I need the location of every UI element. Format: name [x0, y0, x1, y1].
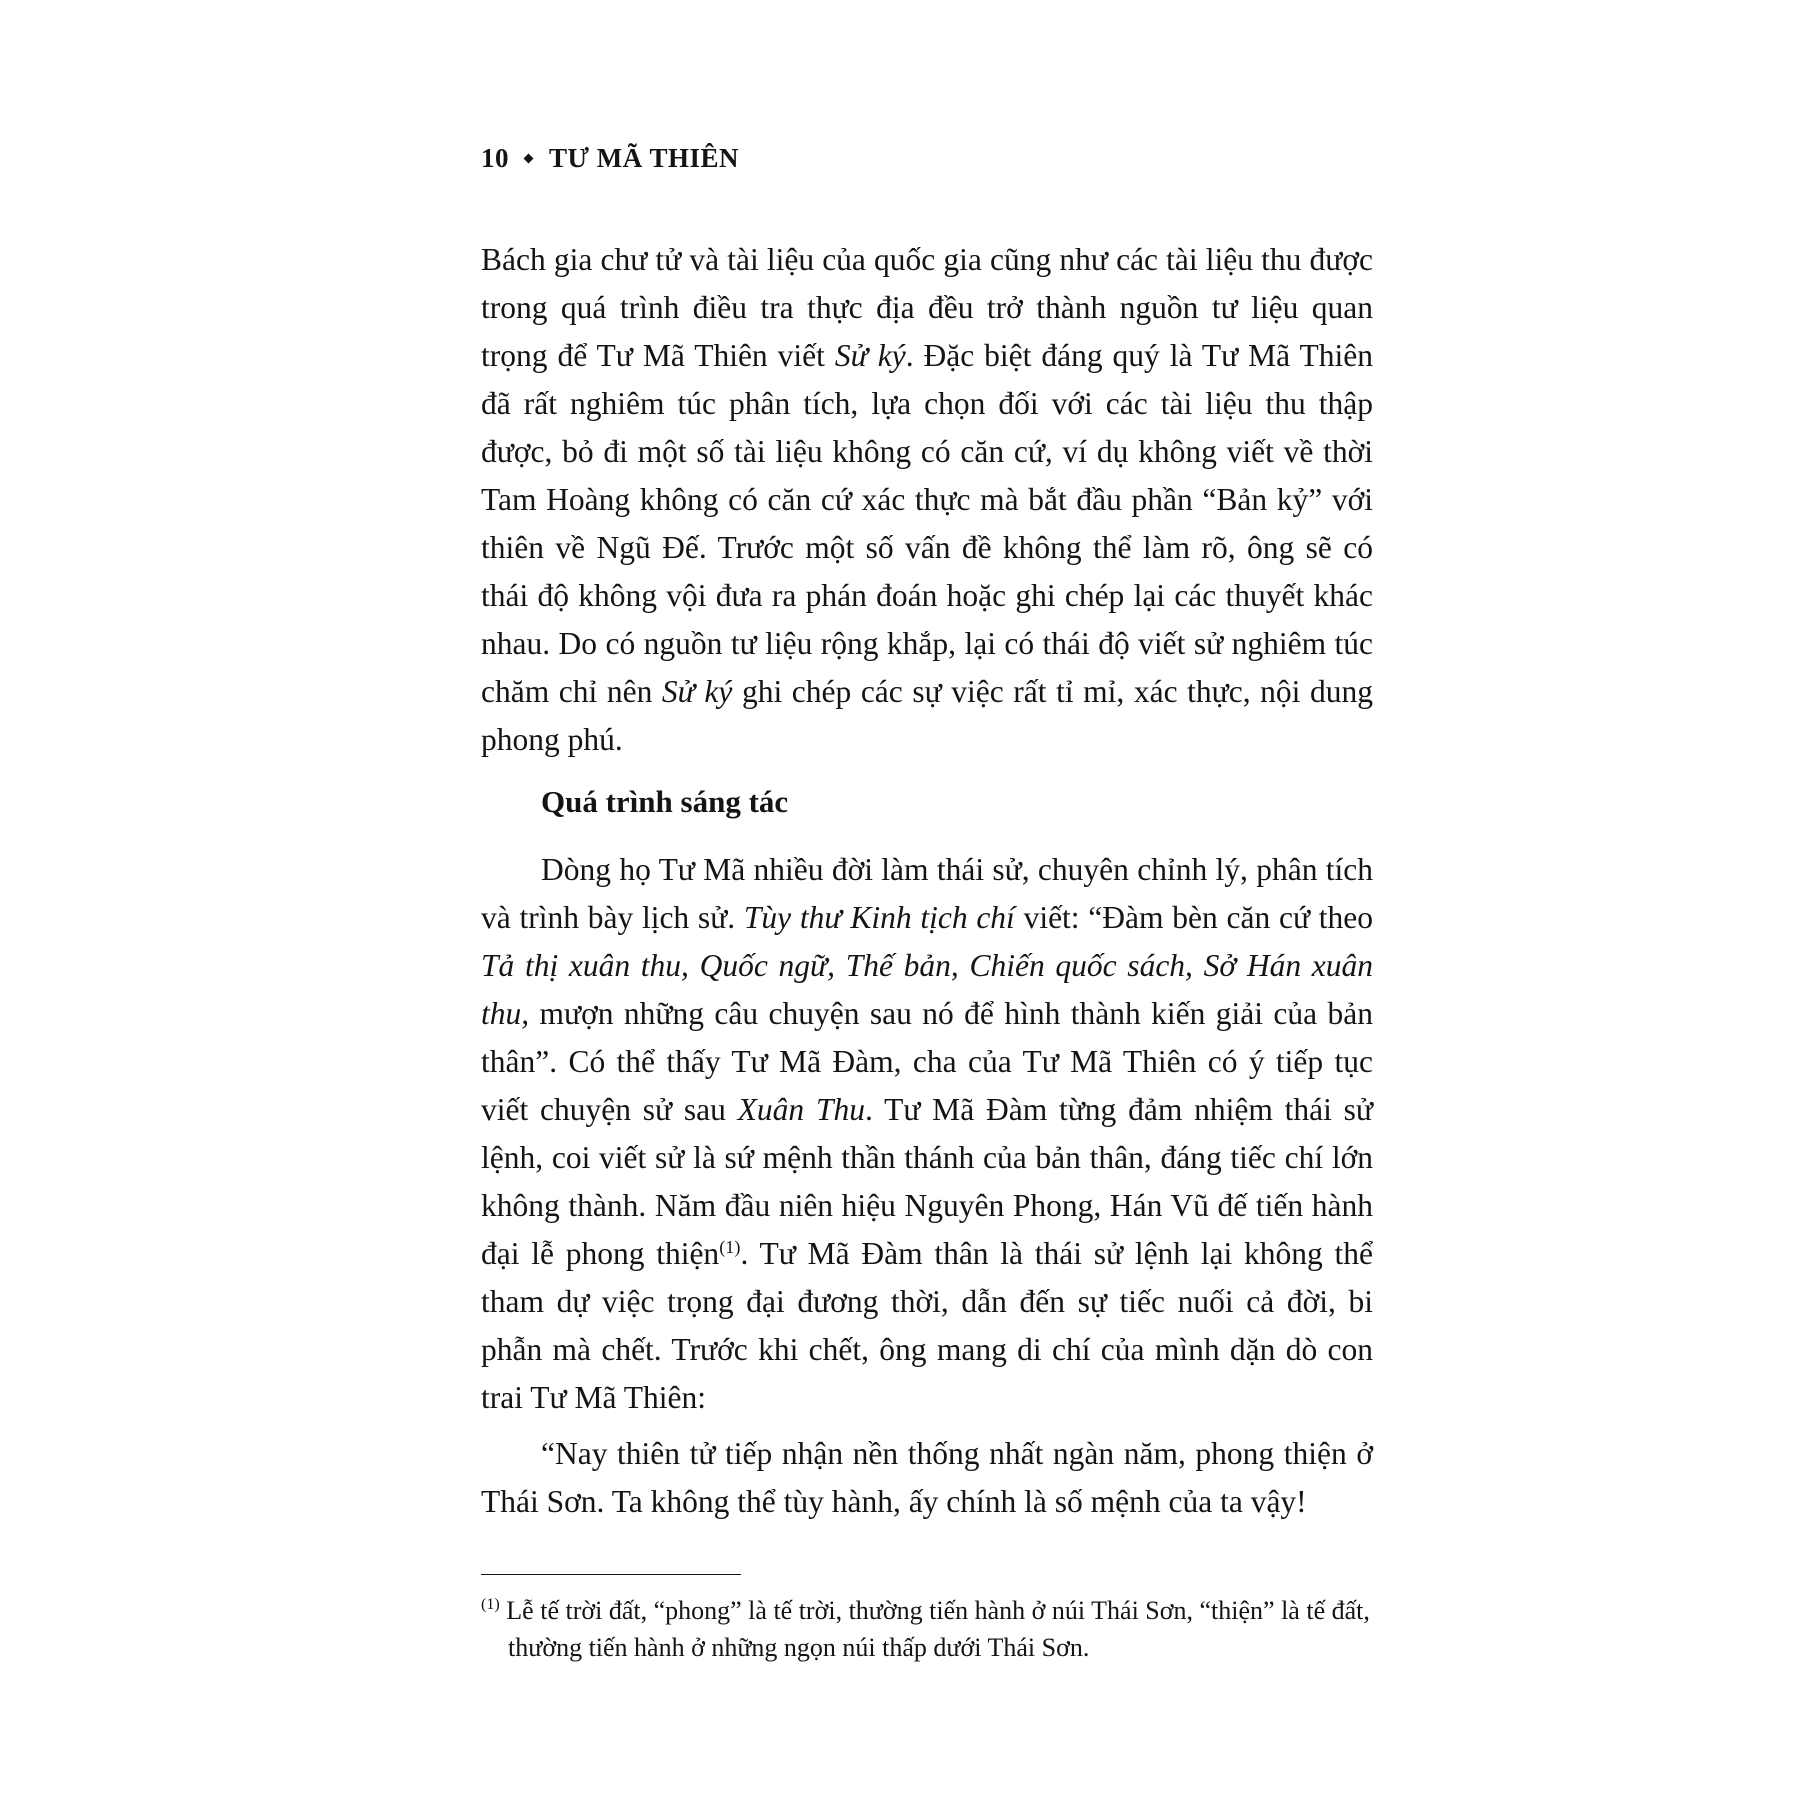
footnote-marker: (1): [481, 1596, 500, 1614]
running-header: [481, 143, 739, 174]
footnote-text: Lễ tế trời đất, “phong” là tế trời, thường tiến hành ở núi Thái Sơn, “thiện” là tế đất, thường tiến hành ở những ngọn núi thấp dưới Thái Sơn.: [499, 1596, 1370, 1662]
paragraph-2-text-2: viết: “Đàm bèn căn cứ theo: [1014, 900, 1374, 935]
paragraph-1-text-3: ghi chép các sự việc rất tỉ mỉ, xác thực, nội dung phong phú.: [481, 674, 1373, 757]
paragraph-2-italic-2: Tả thị xuân thu, Quốc ngữ, Thế bản, Chiến quốc sách, Sở Hán xuân thu,: [481, 948, 1373, 1031]
paragraph-1: [481, 236, 1373, 764]
paragraph-1-text-1: Bách gia chư tử và tài liệu của quốc gia cũng như các tài liệu thu được trong quá trình điều tra thực địa đều trở thành nguồn tư liệu quan trọng để Tư Mã Thiên viết: [481, 242, 1373, 373]
footnote-divider: [481, 1574, 741, 1575]
paragraph-2: [481, 846, 1373, 1422]
paragraph-2-text-5: . Tư Mã Đàm thân là thái sử lệnh lại không thể tham dự việc trọng đại đương thời, dẫn đến sự tiếc nuối cả đời, bi phẫn mà chết. Trước khi chết, ông mang di chí của mình dặn dò con trai Tư Mã Thiên:: [481, 1236, 1373, 1415]
paragraph-2-italic-3: Xuân Thu: [737, 1092, 865, 1127]
page-number: 10: [481, 143, 509, 173]
paragraph-3: “Nay thiên tử tiếp nhận nền thống nhất ngàn năm, phong thiện ở Thái Sơn. Ta không thể tùy hành, ấy chính là số mệnh của ta vậy!: [481, 1436, 1373, 1519]
paragraph-1-text-2: . Đặc biệt đáng quý là Tư Mã Thiên đã rất nghiêm túc phân tích, lựa chọn đối với các tài liệu thu thập được, bỏ đi một số tài liệu không có căn cứ, ví dụ không viết về thời Tam Hoàng không có căn cứ xác thực mà bắt đầu phần “Bản kỷ” với thiên về Ngũ Đế. Trước một số vấn đề không thể làm rõ, ông sẽ có thái độ không vội đưa ra phán đoán hoặc ghi chép lại các thuyết khác nhau. Do có nguồn tư liệu rộng khắp, lại có thái độ viết sử nghiêm túc chăm chỉ nên: [481, 338, 1373, 709]
paragraph-2-text-4: . Tư Mã Đàm từng đảm nhiệm thái sử lệnh, coi viết sử là sứ mệnh thần thánh của bản thân, đáng tiếc chí lớn không thành. Năm đầu niên hiệu Nguyên Phong, Hán Vũ đế tiến hành đại lễ phong thiện: [481, 1092, 1373, 1271]
diamond-bullet-icon: [524, 154, 534, 164]
paragraph-1-italic-2: Sử ký: [661, 674, 733, 709]
footnote: [481, 1592, 1373, 1666]
paragraph-2-text-1: Dòng họ Tư Mã nhiều đời làm thái sử, chuyên chỉnh lý, phân tích và trình bày lịch sử.: [481, 852, 1373, 935]
paragraph-1-italic-1: Sử ký: [834, 338, 906, 373]
paragraph-2-text-3: mượn những câu chuyện sau nó để hình thành kiến giải của bản thân”. Có thể thấy Tư Mã Đàm, cha của Tư Mã Thiên có ý tiếp tục viết chuyện sử sau: [481, 996, 1373, 1127]
section-heading: Quá trình sáng tác: [541, 784, 789, 819]
running-title: TƯ MÃ THIÊN: [549, 143, 740, 173]
paragraph-2-italic-1: Tùy thư Kinh tịch chí: [743, 900, 1015, 935]
footnote-reference[interactable]: (1): [719, 1237, 741, 1258]
